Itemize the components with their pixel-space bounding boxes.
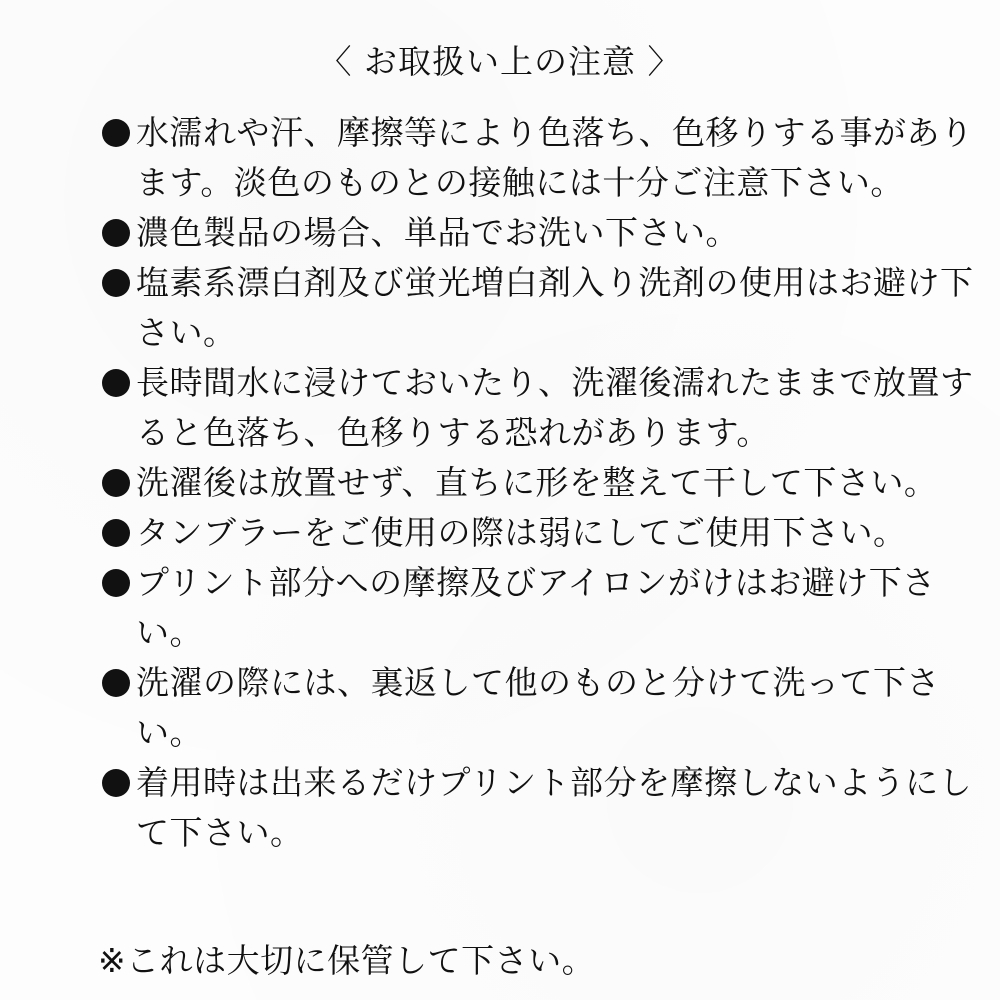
bullet-dot-icon xyxy=(102,569,130,597)
care-note-text: 長時間水に浸けておいたり、洗濯後濡れたままで放置すると色落ち、色移りする恐れがあります。 xyxy=(136,363,974,452)
bullet-dot-icon xyxy=(102,769,130,797)
storage-notice: ※これは大切に保管して下さい。 xyxy=(98,941,596,980)
care-note xyxy=(98,658,978,758)
bullet-dot-icon xyxy=(102,369,130,397)
bullet-dot-icon xyxy=(102,519,130,547)
care-note-text: 着用時は出来るだけプリント部分を摩擦しないようにして下さい。 xyxy=(136,763,973,852)
care-note xyxy=(98,208,978,258)
care-note-text: 水濡れや汗、摩擦等により色落ち、色移りする事があります。淡色のものとの接触には十分ご注意下さい。 xyxy=(136,113,974,202)
bullet-dot-icon xyxy=(102,219,130,247)
care-note-text: 濃色製品の場合、単品でお洗い下さい。 xyxy=(136,213,739,252)
care-note-text: 洗濯後は放置せず、直ちに形を整えて干して下さい。 xyxy=(136,463,938,502)
care-note xyxy=(98,758,978,858)
care-instructions-title: 〈 お取扱い上の注意 〉 xyxy=(318,42,682,81)
care-note xyxy=(98,358,978,458)
care-note xyxy=(98,458,978,508)
care-note-text: 塩素系漂白剤及び蛍光増白剤入り洗剤の使用はお避け下さい。 xyxy=(136,263,974,352)
care-note-text: 洗濯の際には、裏返して他のものと分けて洗って下さい。 xyxy=(136,663,940,752)
care-note-text: プリント部分への摩擦及びアイロンがけはお避け下さい。 xyxy=(136,563,936,652)
care-note-text: タンブラーをご使用の際は弱にしてご使用下さい。 xyxy=(136,513,907,552)
care-note xyxy=(98,558,978,658)
bullet-dot-icon xyxy=(102,669,130,697)
care-notes-list xyxy=(98,108,978,858)
bullet-dot-icon xyxy=(102,269,130,297)
bullet-dot-icon xyxy=(102,119,130,147)
care-note xyxy=(98,108,978,208)
care-note xyxy=(98,258,978,358)
bullet-dot-icon xyxy=(102,469,130,497)
care-note xyxy=(98,508,978,558)
